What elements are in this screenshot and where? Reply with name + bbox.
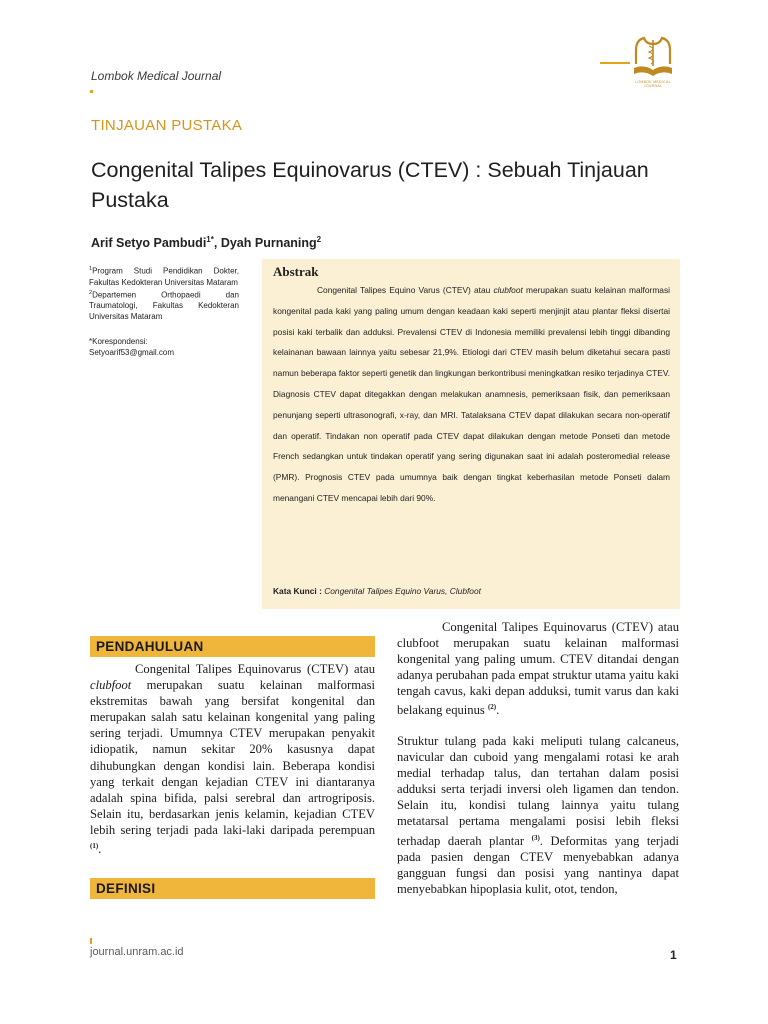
right-text-2a: Struktur tulang pada kaki meliputi tulang calcaneus, navicular dan cuboid yang mengalami rotasi ke arah medial terhadap talus, dan tertahan dalam posisi adduksi serta terjadi inversi oleh ligamen dan tendon. Selain itu, kondisi tulang lainnya yaitu tulang metatarsal pertama mengalami posisi lebih fleksi terhadap daerah plantar (397, 734, 679, 848)
affiliation-1-sup: 1 (89, 266, 93, 272)
footer-accent-dot (90, 938, 92, 944)
affiliations (89, 264, 239, 358)
abstract-text-1: Congenital Talipes Equino Varus (CTEV) atau (317, 285, 494, 295)
affiliation-1 (89, 264, 239, 288)
definisi-heading-text: DEFINISI (96, 881, 156, 896)
author-1-sup: 1* (206, 235, 214, 244)
right-text-1: Congenital Talipes Equinovarus (CTEV) atau clubfoot merupakan suatu kelainan malformasi kongenital yang paling umum. CTEV ditandai dengan adanya perubahan pada empat struktur utama yaitu kaki tengah cavus, kaki depan adduksi, tumit varus dan kaki belakang equinus (397, 620, 679, 718)
right-paragraph-2 (397, 733, 679, 897)
right-paragraph-2-text (397, 733, 679, 897)
header-accent-rule (600, 62, 630, 64)
journal-name: Lombok Medical Journal (91, 69, 222, 83)
right-paragraph-1-text (397, 619, 679, 719)
page-number: 1 (670, 948, 677, 962)
abstract-heading: Abstrak (273, 264, 319, 279)
right-text-1-end: . (496, 703, 500, 718)
pendahuluan-body (90, 661, 375, 857)
correspondence-label: *Korespondensi: (89, 337, 148, 347)
section-heading-pendahuluan (90, 636, 375, 657)
author-1: Arif Setyo Pambudi (91, 236, 207, 251)
abstract-italic-term: clubfoot (493, 285, 523, 295)
pendahuluan-italic-term: clubfoot (90, 678, 132, 693)
affiliation-2 (89, 288, 239, 323)
article-title: Congenital Talipes Equinovarus (CTEV) : Sebuah Tinjauan Pustaka (91, 158, 649, 212)
right-text-2b: . Deformitas yang terjadi pada pasien dengan CTEV menyebabkan adanya gangguan fungsi dan posisi yang nantinya dapat menyebabkan hipoplasia kulit, otot, tendon, (397, 833, 679, 897)
keywords-label: Kata Kunci : (273, 586, 322, 596)
pendahuluan-text-end: . (98, 842, 102, 857)
pendahuluan-text-1: Congenital Talipes Equinovarus (CTEV) atau (135, 662, 375, 676)
affiliation-2-text: Departemen Orthopaedi dan Traumatologi, Fakultas Kedokteran Universitas Mataram (89, 290, 239, 322)
keywords (273, 586, 673, 596)
pendahuluan-text-2: merupakan suatu kelainan malformasi ekstremitas bawah yang bersifat kongenital dan merupakan salah satu kelainan kongenital yang paling sering terjadi. Umumnya CTEV merupakan penyakit idiopatik, namun sekitar 20% kasusnya dapat dihubungkan dengan kondisi lain. Beberapa kondisi yang terkait dengan kejadian CTEV ini diantaranya adalah spina bifida, palsi serebral dan artrogriposis. Selain itu, berdasarkan jenis kelamin, kejadian CTEV lebih sering terjadi pada laki-laki daripada perempuan (90, 678, 375, 837)
author-2-sup: 2 (316, 235, 322, 244)
abstract-text-2: merupakan suatu kelainan malformasi kongenital pada kaki yang paling umum dengan keadaan kaki seperti menjinjit atau plantar fleksi disertai posisi kaki terbalik dan adduksi. Prevalensi CTEV di Indonesia memiliki prevalensi lebih tinggi dibanding kelainanan bawaan lainnya yaitu sebesar 21,9%. Etiologi dari CTEV masih belum diketahui secara pasti namun beberapa faktor seperti genetik dan lingkungan berkontribusi meningkatkan resiko terjadinya CTEV. Diagnosis CTEV dapat ditegakkan dengan melakukan anamnesis, pemeriksaan fisik, dan pemeriksaan penunjang seperti ultrasonografi, x-ray, dan MRI. Tatalaksana CTEV dapat dilakukan secara non-operatif dan operatif. Tindakan non operatif pada CTEV dapat dilakukan dengan metode Ponseti dan metode French sedangkan untuk tindakan operatif yang sering digunakan saat ini adalah posteromedial release (PMR). Prognosis CTEV pada umumnya baik dengan tingkat keberhasilan metode Ponseti dalam menangani CTEV mencapai lebih dari 90%. (273, 285, 671, 503)
logo-text: LOMBOK MEDICAL JOURNAL (635, 80, 671, 88)
citation-2: (2) (487, 703, 497, 712)
keywords-text: Congenital Talipes Equino Varus, Clubfoot (321, 586, 481, 596)
correspondence-email: Setyoarif53@gmail.com (89, 348, 175, 358)
author-separator: , (213, 236, 221, 251)
abstract-body (273, 280, 670, 509)
right-paragraph-1 (397, 619, 679, 719)
authors (91, 235, 321, 250)
header-accent-dot (90, 90, 93, 93)
author-2: Dyah Purnaning (220, 236, 317, 251)
affiliation-2-sup: 2 (89, 289, 93, 296)
footer-url[interactable]: journal.unram.ac.id (90, 946, 184, 958)
affiliation-1-text: Program Studi Pendidikan Dokter, Fakultas Kedokteran Universitas Mataram (89, 266, 239, 287)
citation-3: (3) (531, 833, 540, 842)
section-label: TINJAUAN PUSTAKA (91, 117, 243, 134)
journal-logo-icon (632, 34, 674, 84)
pendahuluan-heading-text: PENDAHULUAN (96, 639, 204, 654)
citation-1: (1) (90, 842, 99, 851)
pendahuluan-paragraph (90, 661, 375, 857)
section-heading-definisi (90, 878, 375, 899)
